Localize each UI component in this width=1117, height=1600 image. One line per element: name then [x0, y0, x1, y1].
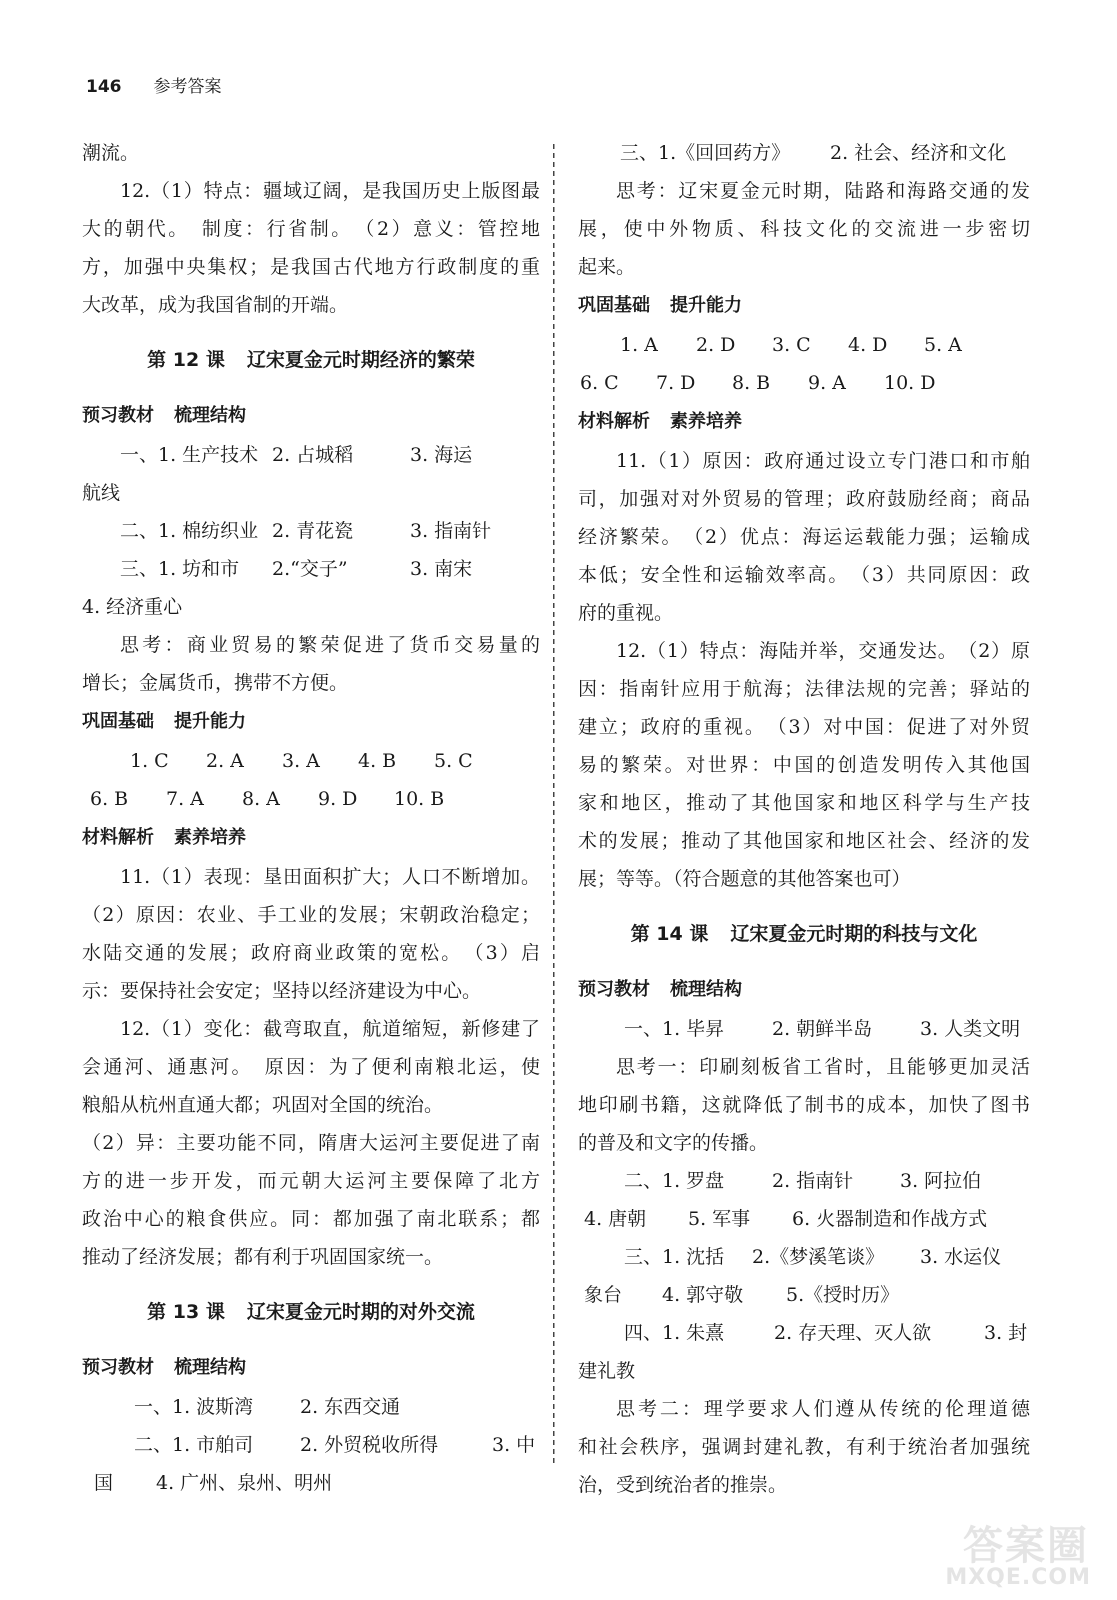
- watermark-logo: [947, 1512, 1097, 1592]
- text-line: 粮船从杭州直通大都；巩固对全国的统治。: [82, 1094, 444, 1116]
- paragraph: [82, 134, 540, 172]
- left-column: [82, 134, 540, 1502]
- column-divider: [552, 144, 556, 1464]
- answer-row: [82, 550, 540, 588]
- text-line: 治，受到统治者的推崇。: [578, 1474, 788, 1496]
- section-heading-part: 材料解析: [82, 827, 154, 848]
- text-line: 推动了经济发展；都有利于巩固国家统一。: [82, 1246, 444, 1268]
- choice-answer: 2. D: [696, 334, 736, 356]
- answer-item: 二、1. 棉纺织业: [120, 520, 259, 542]
- section-heading-part: 素养培养: [174, 827, 246, 848]
- answer-item: 2. 青花瓷: [272, 520, 354, 542]
- answer-row: [82, 1388, 540, 1426]
- choice-answer: 6. B: [90, 788, 129, 810]
- lesson-title: 辽宋夏金元时期经济的繁荣: [246, 349, 475, 371]
- text-line: 经济繁荣。 （2）优点：海运运载能力强；运输成: [578, 526, 1030, 548]
- thinking-paragraph: [578, 1390, 1030, 1504]
- text-line: 11.（1）表现：垦田面积扩大；人口不断增加。: [120, 866, 540, 888]
- answer-item: 3. 指南针: [410, 520, 492, 542]
- text-line: 起来。: [578, 256, 636, 278]
- section-heading-part: 梳理结构: [174, 405, 246, 426]
- text-line: 因：指南针应用于航海；法律法规的完善；驿站的: [578, 678, 1030, 700]
- text-line: 政治中心的粮食供应。同：都加强了南北联系；都: [82, 1208, 540, 1230]
- answer-item: 2. 指南针: [772, 1170, 854, 1192]
- choice-answer: 7. D: [656, 372, 696, 394]
- text-line: 方的进一步开发，而元朝大运河主要保障了北方: [82, 1170, 540, 1192]
- text-line: 12.（1）特点：海陆并举，交通发达。 （2）原: [616, 640, 1030, 662]
- choice-answer: 3. C: [772, 334, 811, 356]
- text-line: 方，加强中央集权；是我国古代地方行政制度的重: [82, 256, 540, 278]
- answer-item: 4. 唐朝: [584, 1208, 647, 1230]
- answer-item: 2. 外贸税收所得: [300, 1434, 439, 1456]
- answer-item: 3. 水运仪: [920, 1246, 1002, 1268]
- answer-item: 四、1. 朱熹: [624, 1322, 725, 1344]
- text-line: 航线: [82, 482, 121, 504]
- lesson-12-heading: [82, 340, 540, 380]
- answer-row: [578, 1010, 1030, 1048]
- answer-item: 国: [94, 1472, 114, 1494]
- answer-row: [82, 1426, 540, 1464]
- text-line: 展，使中外物质、科技文化的交流进一步密切: [578, 218, 1030, 240]
- text-line: 会通河、通惠河。 原因：为了便利南粮北运，使: [82, 1056, 540, 1078]
- section-heading-part: 预习教材: [82, 405, 154, 426]
- thinking-paragraph: [578, 172, 1030, 286]
- text-line: 水陆交通的发展；政府商业政策的宽松。 （3）启: [82, 942, 540, 964]
- section-heading: [82, 398, 540, 434]
- section-heading: [578, 404, 1030, 440]
- choice-answer: 1. C: [130, 750, 169, 772]
- answer-item: 5.《授时历》: [786, 1284, 900, 1306]
- choice-answers-row: [82, 742, 540, 780]
- choice-answer: 8. A: [242, 788, 280, 810]
- section-heading-part: 素养培养: [670, 411, 742, 432]
- answer-row: [578, 134, 1030, 172]
- text-line: 司，加强对对外贸易的管理；政府鼓励经商；商品: [578, 488, 1030, 510]
- lesson-number: 第 14 课: [630, 923, 709, 945]
- choice-answer: 9. D: [318, 788, 358, 810]
- text-line: 11.（1）原因：政府通过设立专门港口和市舶: [616, 450, 1030, 472]
- answer-item: 象台: [584, 1284, 623, 1306]
- page-number: 146: [86, 77, 122, 97]
- choice-answer: 2. A: [206, 750, 244, 772]
- answer-item: 三、1. 坊和市: [120, 558, 240, 580]
- answer-item: 4. 广州、泉州、明州: [156, 1472, 333, 1494]
- answer-item: 5. 军事: [688, 1208, 751, 1230]
- text-line: 和社会秩序，强调封建礼教，有利于统治者加强统: [578, 1436, 1030, 1458]
- text-line: 家和地区，推动了其他国家和地区科学与生产技: [578, 792, 1030, 814]
- answer-item: 2.“交子”: [272, 558, 348, 580]
- section-heading-part: 巩固基础: [578, 295, 650, 316]
- text-line: 思考：辽宋夏金元时期，陆路和海路交通的发: [616, 180, 1030, 202]
- section-heading: [578, 288, 1030, 324]
- section-heading-part: 梳理结构: [174, 1357, 246, 1378]
- text-line: 大改革，成为我国省制的开端。: [82, 294, 349, 316]
- choice-answer: 6. C: [580, 372, 619, 394]
- choice-answers-row: [578, 326, 1030, 364]
- answer-item: 3. 南宋: [410, 558, 473, 580]
- answer-item: 3. 中: [492, 1434, 536, 1456]
- section-heading: [82, 704, 540, 740]
- text-line: 的普及和文字的传播。: [578, 1132, 769, 1154]
- section-heading-part: 提升能力: [670, 295, 742, 316]
- answer-item: 2. 存天理、灭人欲: [774, 1322, 932, 1344]
- choice-answer: 4. B: [358, 750, 397, 772]
- answer-item: 二、1. 市舶司: [134, 1434, 254, 1456]
- answer-item: 三、1. 沈括: [624, 1246, 725, 1268]
- answer-row: [578, 1276, 1030, 1314]
- choice-answer: 10. D: [884, 372, 936, 394]
- answer-row: [578, 1162, 1030, 1200]
- text-line: 府的重视。: [578, 602, 674, 624]
- choice-answer: 9. A: [808, 372, 846, 394]
- choice-answer: 1. A: [620, 334, 658, 356]
- answer-item: 一、1. 毕昇: [624, 1018, 725, 1040]
- text-line: 思考一：印刷刻板省工省时，且能够更加灵活: [616, 1056, 1030, 1078]
- answer-row: [578, 1200, 1030, 1238]
- thinking-paragraph: [578, 1048, 1030, 1162]
- text-line: （2）原因：农业、手工业的发展；宋朝政治稳定；: [82, 904, 540, 926]
- text-line: 12.（1）特点：疆域辽阔，是我国历史上版图最: [120, 180, 540, 202]
- answer-item: 3. 封: [984, 1322, 1028, 1344]
- text-line: 12.（1）变化：截弯取直，航道缩短，新修建了: [120, 1018, 540, 1040]
- text-line: 易的繁荣。对世界：中国的创造发明传入其他国: [578, 754, 1030, 776]
- text-line: 大的朝代。 制度：行省制。 （2）意义：管控地: [82, 218, 540, 240]
- answer-item: 一、1. 波斯湾: [134, 1396, 254, 1418]
- thinking-paragraph: [82, 626, 540, 702]
- text-line: 术的发展；推动了其他国家和地区社会、经济的发: [578, 830, 1030, 852]
- text-line: 示：要保持社会安定；坚持以经济建设为中心。: [82, 980, 482, 1002]
- answer-item: 4. 郭守敬: [662, 1284, 744, 1306]
- answer-item: 6. 火器制造和作战方式: [792, 1208, 988, 1230]
- text-line: 地印刷书籍，这就降低了制书的成本，加快了图书: [578, 1094, 1030, 1116]
- section-heading-part: 梳理结构: [670, 979, 742, 1000]
- paragraph: [82, 1124, 540, 1276]
- answer-12-paragraph: [82, 1010, 540, 1124]
- text-line: 本低；安全性和运输效率高。 （3）共同原因：政: [578, 564, 1030, 586]
- choice-answer: 5. A: [924, 334, 962, 356]
- section-heading-part: 巩固基础: [82, 711, 154, 732]
- text-line: 思考二：理学要求人们遵从传统的伦理道德: [616, 1398, 1030, 1420]
- text-line: 潮流。: [82, 142, 140, 164]
- answer-row: [578, 1314, 1030, 1352]
- lesson-title: 辽宋夏金元时期的科技与文化: [730, 923, 978, 945]
- answer-12-paragraph: [82, 172, 540, 324]
- lesson-13-heading: [82, 1292, 540, 1332]
- answer-11-paragraph: [82, 858, 540, 1010]
- answer-item: 2.《梦溪笔谈》: [752, 1246, 885, 1268]
- lesson-number: 第 13 课: [147, 1301, 225, 1323]
- page-header: [86, 72, 222, 102]
- section-heading-part: 材料解析: [578, 411, 650, 432]
- answer-item: 2. 东西交通: [300, 1396, 401, 1418]
- text-line: 建礼教: [578, 1360, 636, 1382]
- choice-answer: 7. A: [166, 788, 204, 810]
- section-heading-part: 预习教材: [82, 1357, 154, 1378]
- right-column: [578, 134, 1030, 1504]
- section-heading-part: 预习教材: [578, 979, 650, 1000]
- choice-answer: 3. A: [282, 750, 320, 772]
- answer-row: [82, 512, 540, 550]
- answer-row: [82, 1464, 540, 1502]
- answer-row: [82, 436, 540, 474]
- section-heading: [578, 972, 1030, 1008]
- answer-item: 3. 海运: [410, 444, 473, 466]
- text-line: 增长；金属货币，携带不方便。: [82, 672, 349, 694]
- text-line: 展；等等。（符合题意的其他答案也可）: [578, 868, 911, 890]
- choice-answer: 8. B: [732, 372, 771, 394]
- section-heading-part: 提升能力: [174, 711, 246, 732]
- answer-item: 二、1. 罗盘: [624, 1170, 725, 1192]
- answer-row: [578, 1238, 1030, 1276]
- lesson-14-heading: [578, 914, 1030, 954]
- section-heading: [82, 820, 540, 856]
- answer-item: 3. 人类文明: [920, 1018, 1021, 1040]
- text-line: （2）异：主要功能不同，隋唐大运河主要促进了南: [82, 1132, 540, 1154]
- answer-item: 2. 占城稻: [272, 444, 354, 466]
- text-line: 4. 经济重心: [82, 596, 183, 618]
- answer-item: 一、1. 生产技术: [120, 444, 259, 466]
- watermark-text: 答案圈: [963, 1523, 1089, 1569]
- answer-item: 三、1.《回回药方》: [620, 142, 791, 164]
- choice-answer: 5. C: [434, 750, 473, 772]
- answer-item: 2. 朝鲜半岛: [772, 1018, 873, 1040]
- watermark-url: MXQE.COM: [945, 1565, 1091, 1590]
- answer-11-paragraph: [578, 442, 1030, 632]
- choice-answers-row: [578, 364, 1030, 402]
- text-line: 建立；政府的重视。 （3）对中国：促进了对外贸: [578, 716, 1030, 738]
- choice-answer: 4. D: [848, 334, 888, 356]
- choice-answers-row: [82, 780, 540, 818]
- text-line: 思考：商业贸易的繁荣促进了货币交易量的: [120, 634, 540, 656]
- answer-item: 2. 社会、经济和文化: [830, 142, 1007, 164]
- lesson-title: 辽宋夏金元时期的对外交流: [246, 1301, 475, 1323]
- choice-answer: 10. B: [394, 788, 445, 810]
- lesson-number: 第 12 课: [147, 349, 225, 371]
- header-title: 参考答案: [153, 77, 222, 97]
- answer-item: 3. 阿拉伯: [900, 1170, 982, 1192]
- answer-12-paragraph: [578, 632, 1030, 898]
- section-heading: [82, 1350, 540, 1386]
